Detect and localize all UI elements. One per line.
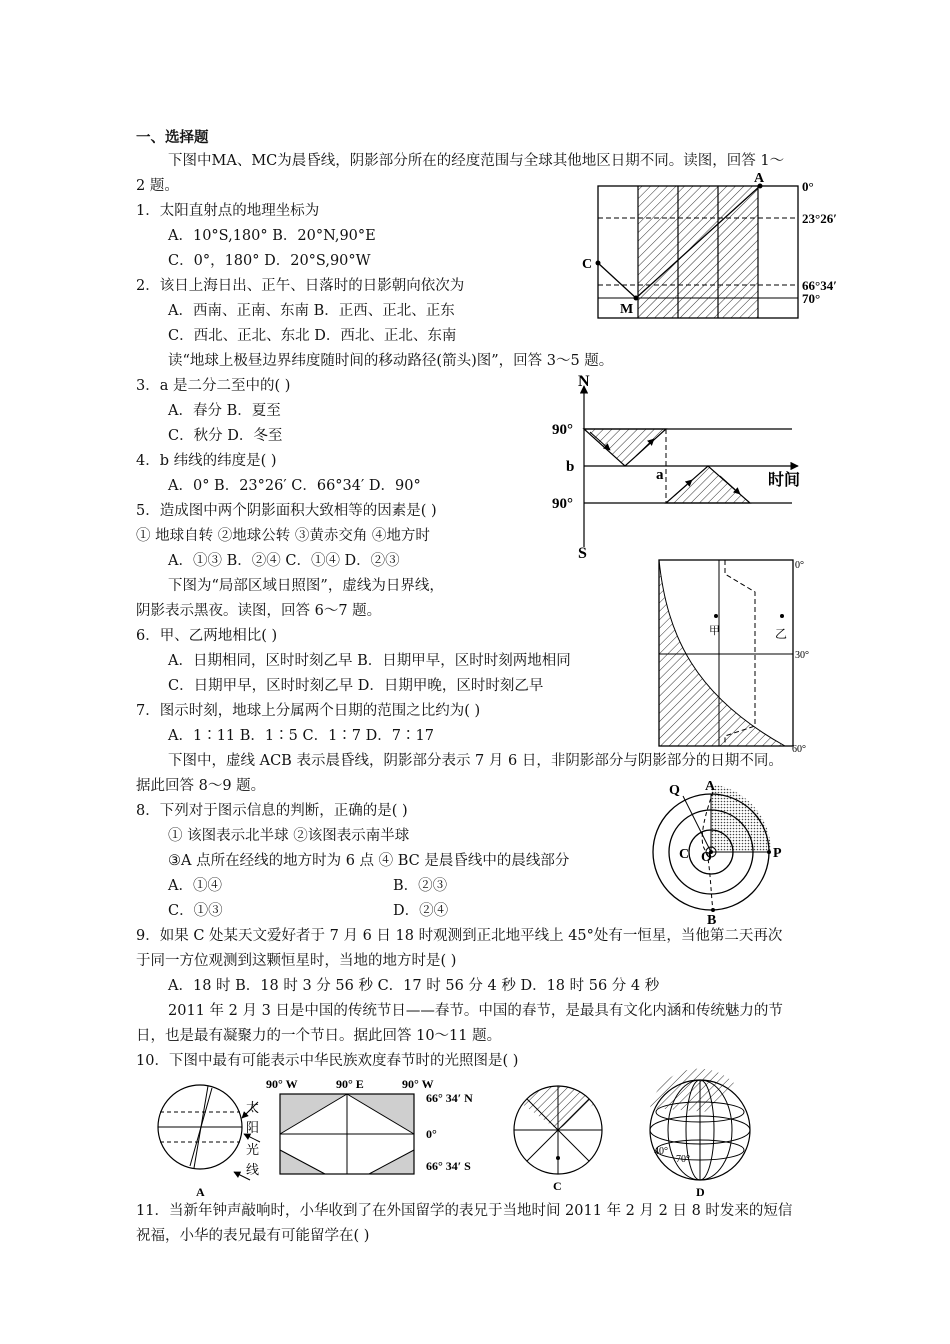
q2-stem: 2．该日上海日出、正午、日落时的日影朝向依次为	[136, 278, 465, 294]
section-title: 一、选择题	[136, 129, 209, 146]
fig5-n66: 66° 34′ N	[426, 1091, 473, 1105]
q2-options-cd: C．西北、正北、东北 D．西北、正北、东南	[168, 328, 457, 344]
figure-polar-projection	[645, 776, 805, 926]
fig2-north-shade	[584, 429, 666, 466]
q8-option-c: C．①③	[168, 903, 223, 919]
q3-stem: 3．a 是二分二至中的( )	[136, 378, 291, 394]
fig4-label-q: Q	[669, 783, 680, 798]
q6-options-cd: C．日期甲早，区时时刻乙早 D．日期甲晚，区时时刻乙早	[168, 678, 544, 694]
fig1-label-m: M	[620, 302, 634, 317]
fig5-w90-left: 90° W	[266, 1077, 298, 1091]
fig5-label-d: D	[696, 1185, 705, 1199]
q5-stem: 5．造成图中两个阴影面积大致相等的因素是( )	[136, 503, 437, 519]
fig4-label-b: B	[707, 913, 717, 928]
intro-1-line-2: 2 题。	[136, 178, 179, 194]
q9-stem-2: 于同一方位观测到这颗恒星时，当地的地方时是( )	[136, 953, 457, 969]
q10-option-d-diagram	[650, 1069, 750, 1199]
q10-option-b-diagram	[266, 1077, 473, 1174]
fig5-sun-4: 线	[246, 1162, 260, 1177]
q10-option-a-diagram	[158, 1085, 260, 1199]
fig2-label-a: a	[656, 467, 664, 483]
q8-stem: 8．下列对于图示信息的判断，正确的是( )	[136, 803, 408, 819]
fig1-lat-66: 66°34′	[802, 278, 837, 293]
fig5-s66: 66° 34′ S	[426, 1159, 471, 1173]
q3-options-cd: C．秋分 D．冬至	[168, 428, 283, 444]
q10-option-c-diagram	[514, 1086, 602, 1193]
intro-3-line-2: 阴影表示黑夜。读图，回答 6～7 题。	[136, 603, 382, 619]
q4-options: A．0° B．23°26′ C．66°34′ D．90°	[168, 478, 421, 494]
fig5-sun-3: 光	[246, 1142, 260, 1157]
fig5-d70: 70°	[676, 1154, 690, 1165]
q7-stem: 7．图示时刻，地球上分属两个日期的范围之比约为( )	[136, 703, 481, 719]
q5-factors: ① 地球自转 ②地球公转 ③黄赤交角 ④地方时	[136, 528, 430, 544]
fig4-label-c: C	[679, 847, 690, 862]
q11-stem-1: 11．当新年钟声敲响时，小华收到了在外国留学的表兄于当地时间 2011 年 2 月 2 日 8 时发来的短信	[136, 1203, 793, 1219]
q1-stem: 1．太阳直射点的地理坐标为	[136, 203, 320, 219]
intro-3-line-1: 下图为“局部区域日照图”，虚线为日界线，	[168, 578, 444, 594]
fig5-sun-1: 太	[246, 1100, 260, 1115]
fig3-label-0: 0°	[795, 560, 804, 571]
fig4-label-a: A	[705, 779, 716, 794]
figure-terminator-grid	[582, 170, 850, 330]
fig5-e90: 90° E	[336, 1077, 364, 1091]
fig3-label-30: 30°	[795, 650, 809, 661]
fig2-label-s: S	[578, 545, 587, 562]
intro-5-line-2: 日，也是最有凝聚力的一个节日。据此回答 10～11 题。	[136, 1028, 502, 1044]
fig5-w90-right: 90° W	[402, 1077, 434, 1091]
q8-option-d: D．②④	[393, 903, 449, 919]
q9-stem-1: 9．如果 C 处某天文爱好者于 7 月 6 日 18 时观测到正北地平线上 45°处有一恒星，当他第二天再次	[136, 928, 783, 944]
intro-2: 读“地球上极昼边界纬度随时间的移动路径(箭头)图”，回答 3～5 题。	[168, 353, 614, 369]
figure-polar-day-path	[550, 372, 820, 562]
q2-options-ab: A．西南、正南、东南 B．正西、正北、正东	[168, 303, 455, 319]
fig2-label-n90: 90°	[552, 422, 573, 438]
fig2-south-shade	[666, 466, 750, 503]
q6-stem: 6．甲、乙两地相比( )	[136, 628, 278, 644]
intro-4-line-2: 据此回答 8～9 题。	[136, 778, 266, 794]
fig4-label-p: P	[773, 846, 782, 861]
fig3-night-shade	[659, 560, 788, 746]
fig2-label-time: 时间	[768, 472, 801, 489]
fig5-sun-2: 阳	[246, 1120, 260, 1135]
q8-option-b: B．②③	[393, 878, 448, 894]
fig1-line-mc	[598, 263, 636, 298]
q4-stem: 4．b 纬线的纬度是( )	[136, 453, 277, 469]
q8-option-a: A．①④	[168, 878, 222, 894]
fig1-lat-23: 23°26′	[802, 211, 837, 226]
q1-options-cd: C．0°，180° D．20°S,90°W	[168, 253, 371, 269]
fig2-label-b: b	[566, 459, 575, 475]
q6-options-ab: A．日期相同，区时时刻乙早 B．日期甲早，区时时刻两地相同	[168, 653, 571, 669]
q1-options-ab: A．10°S,180° B．20°N,90°E	[168, 228, 376, 244]
figure-local-illumination	[655, 556, 835, 756]
fig1-lat-70: 70°	[802, 291, 821, 306]
fig2-label-s90: 90°	[552, 496, 573, 512]
fig5-eq: 0°	[426, 1127, 437, 1141]
fig3-label-yi: 乙	[775, 627, 788, 641]
fig3-label-jia: 甲	[709, 625, 720, 637]
fig5-label-c: C	[553, 1179, 562, 1193]
fig2-label-n: N	[578, 373, 590, 390]
q5-options: A．①③ B．②④ C．①④ D．②③	[168, 553, 400, 569]
fig1-label-c: C	[582, 257, 593, 272]
q9-options: A．18 时 B．18 时 3 分 56 秒 C．17 时 56 分 4 秒 D．18 时 56 分 4 秒	[168, 978, 660, 994]
q10-stem: 10．下图中最有可能表示中华民族欢度春节时的光照图是( )	[136, 1053, 519, 1069]
fig3-label-60: 60°	[792, 744, 806, 755]
fig4-label-o: O	[701, 850, 712, 865]
q3-options-ab: A．春分 B．夏至	[168, 403, 281, 419]
fig1-lat-0: 0°	[802, 179, 814, 194]
intro-5-line-1: 2011 年 2 月 3 日是中国的传统节日——春节。中国的春节，是最具有文化内涵和传统魅力的节	[168, 1003, 783, 1019]
q11-stem-2: 祝福，小华的表兄最有可能留学在( )	[136, 1228, 370, 1244]
q7-options: A．1∶11 B．1∶5 C．1∶7 D．7∶17	[168, 728, 434, 744]
fig1-label-a: A	[754, 171, 765, 186]
intro-4-line-1: 下图中，虚线 ACB 表示晨昏线，阴影部分表示 7 月 6 日，非阴影部分与阴影部分的日期不同。	[168, 753, 783, 769]
fig5-d40: 40°	[654, 1146, 668, 1157]
intro-1-line-1: 下图中MA、MC为晨昏线，阴影部分所在的经度范围与全球其他地区日期不同。读图，回答 1～	[168, 153, 785, 169]
fig5-label-a: A	[196, 1185, 205, 1199]
q8-statements-2: ③A 点所在经线的地方时为 6 点 ④ BC 是晨昏线中的晨线部分	[168, 853, 570, 869]
figure-q10-options	[150, 1072, 750, 1202]
q8-statements-1: ① 该图表示北半球 ②该图表示南半球	[168, 828, 410, 844]
